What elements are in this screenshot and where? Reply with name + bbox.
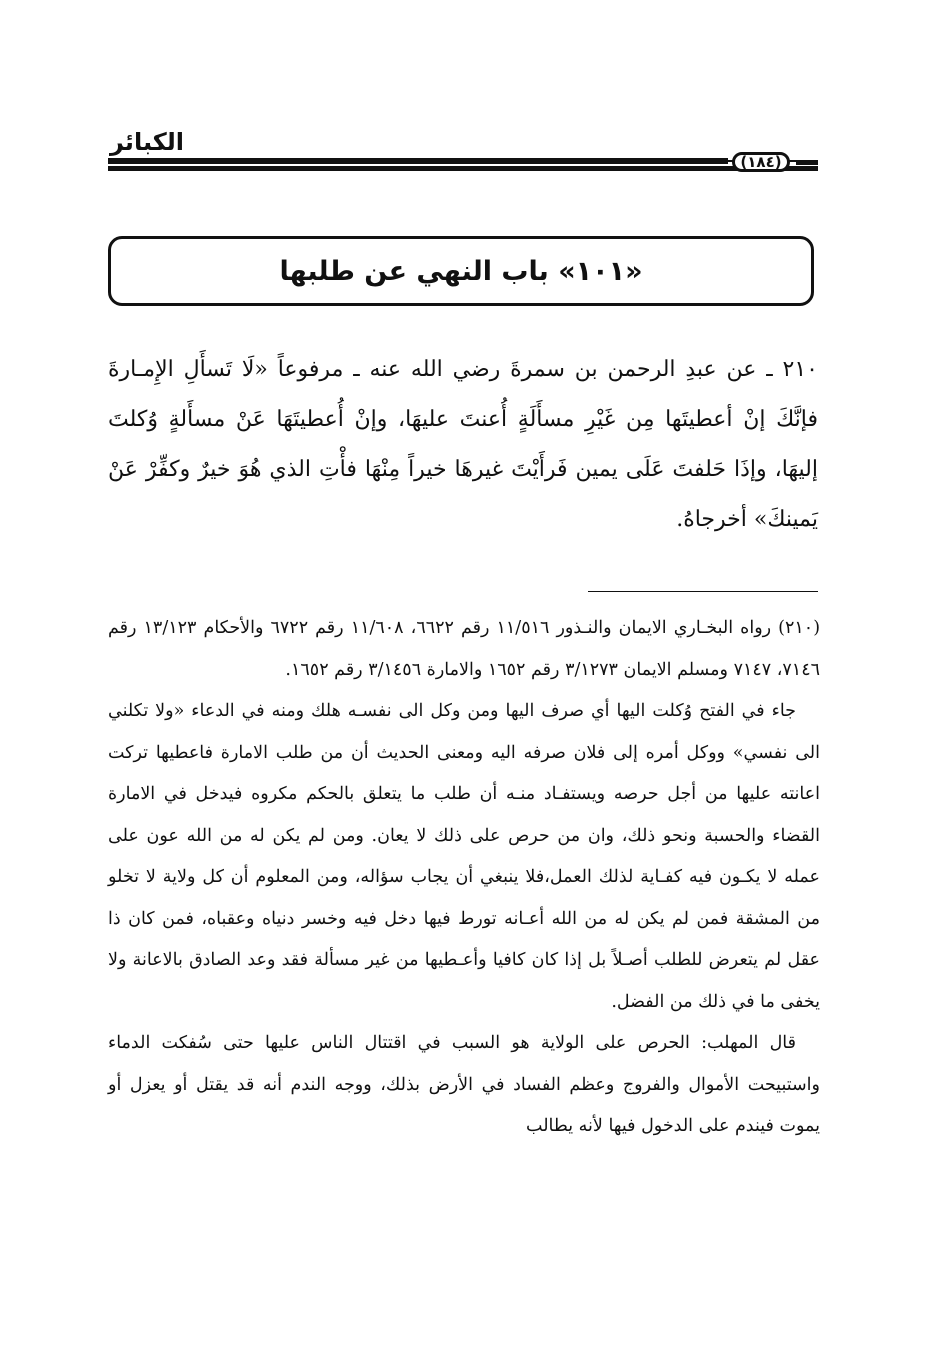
running-title: الكبائر [110,128,184,156]
footnote-muhallab: قال المهلب: الحرص على الولاية هو السبب في اقتتال الناس عليها حتى سُفكت الدماء واستبيحت الأموال والفروج وعظم الفساد في الأرض بذلك، ووجه الندم أنه قد يقتل أو يعزل أو يموت فيندم على الدخول فيها لأنه يطالب [108,1033,820,1136]
page-number: (١٨٤) [732,152,790,172]
page-number-dash [796,161,818,165]
footnotes [108,608,820,1148]
footnote-separator [588,591,818,592]
chapter-title-box [108,236,814,306]
footnote-commentary: جاء في الفتح وُكلت اليها أي صرف اليها ومن وكل الى نفسـه هلك ومنه في الدعاء «ولا تكلني الى نفسي» ووكل أمره إلى فلان صرفه اليه ومعنى الحديث أن من طلب الامارة فاعطيها تركت اعانته عليها من أجل حرصه ويستفـاد منـه أن طلب ما يتعلق بالحكم مكروه فيدخل في الامارة القضاء والحسبة ونحو ذلك، وان من حرص على ذلك لا يعان. ومن لم يكن له من الله عون على عمله لا يكـون فيه كفـاية لذلك العمل،فلا ينبغي أن يجاب سؤاله، ومن المعلوم أن كل ولاية لا تخلو من المشقة فمن لم يكن له من الله أعـانه تورط فيها دخل فيه وخسر دنياه وعقباه، فمن كان ذا عقل لم يتعرض للطلب أصـلاً بل إذا كان كافيا وأعـطيها من غير مسألة فقد وعد الصادق بالاعانة ولا يخفى ما في ذلك من الفضل. [108,701,820,1012]
hadith-text: ٢١٠ ـ عن عبدِ الرحمن بن سمرةَ رضي الله عنه ـ مرفوعاً «لَا تَسأَلِ الإِمـارةَ فإنَّكَ إنْ أعطيتَها مِن غَيْرِ مسأَلَةٍ أُعنتَ عليهَا، وإنْ أُعطيتَهَا عَنْ مسأَلةٍ وُكلتَ إليهَا، وإذَا حَلفتَ عَلَى يمين فَرأَيْتَ غيرهَا خيراً مِنْهَا فأْتِ الذي هُوَ خيرٌ وكفِّرْ عَنْ يَمينكَ» أخرجاهُ. [108,357,818,532]
chapter-title: «١٠١» باب النهي عن طلبها [279,255,643,287]
page-number-bar [108,152,818,172]
page-number-line [108,158,728,164]
footnote-reference: (٢١٠) رواه البخـاري الايمان والنـذور ١١/٥١٦ رقم ٦٦٢٢، ١١/٦٠٨ رقم ٦٧٢٢ والأحكام ١٣/١٢٣ رقم ٧١٤٦، ٧١٤٧ ومسلم الايمان ٣/١٢٧٣ رقم ١٦٥٢ والامارة ٣/١٤٥٦ رقم ١٦٥٢. [108,618,821,680]
